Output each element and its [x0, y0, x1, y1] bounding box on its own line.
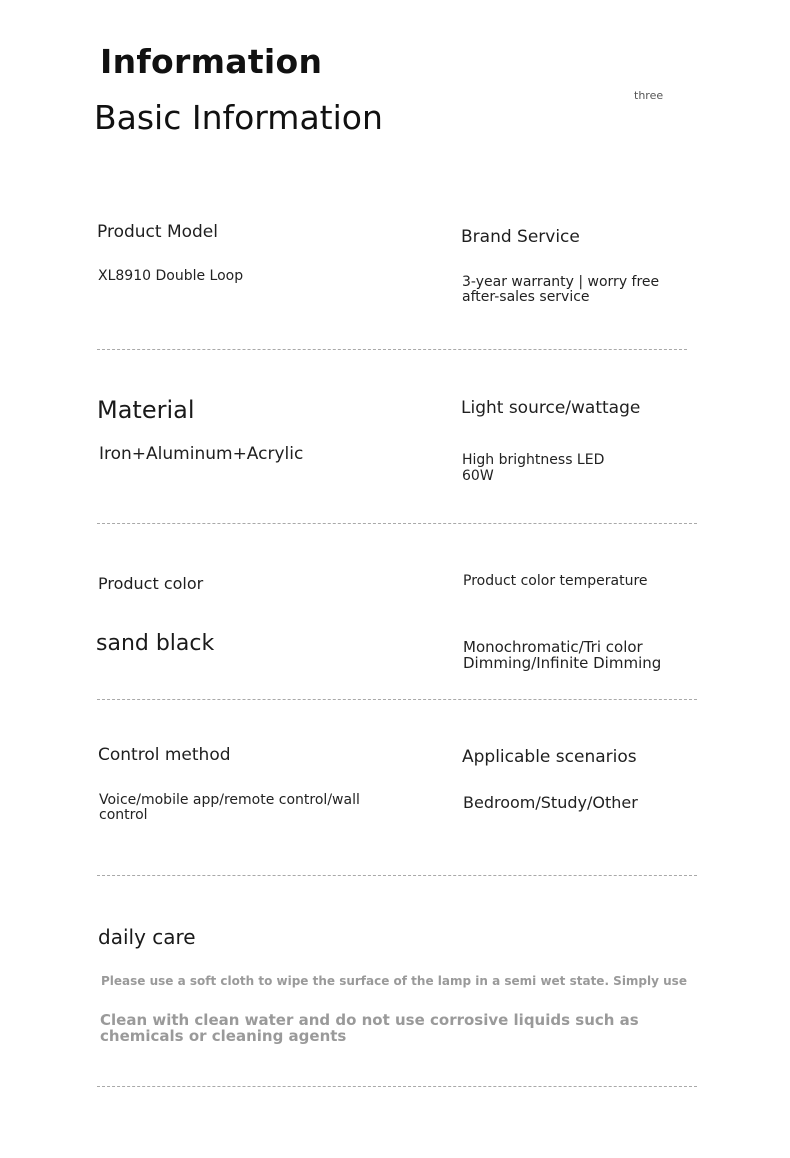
applicable-scenarios-label: Applicable scenarios — [462, 747, 637, 767]
product-color-label: Product color — [98, 574, 204, 593]
color-temperature-label: Product color temperature — [463, 573, 648, 589]
material-value: Iron+Aluminum+Acrylic — [99, 444, 304, 464]
control-method-value-line-2: control — [99, 807, 148, 823]
section-title: Basic Information — [94, 98, 383, 137]
product-model-label: Product Model — [97, 222, 218, 242]
divider — [97, 875, 697, 876]
brand-service-label: Brand Service — [461, 227, 580, 247]
divider — [97, 699, 697, 700]
corner-note: three — [634, 89, 664, 102]
light-source-label: Light source/wattage — [461, 398, 641, 418]
brand-service-value-line-2: after-sales service — [462, 289, 590, 305]
color-temperature-value-line-2: Dimming/Infinite Dimming — [463, 654, 662, 672]
product-model-value: XL8910 Double Loop — [98, 268, 244, 284]
daily-care-text-2-line-2: chemicals or cleaning agents — [100, 1027, 347, 1045]
divider — [97, 1086, 697, 1087]
page-title: Information — [100, 42, 323, 81]
product-color-value: sand black — [96, 631, 215, 656]
control-method-value-line-1: Voice/mobile app/remote control/wall — [99, 792, 360, 808]
brand-service-value-line-1: 3-year warranty | worry free — [462, 274, 660, 290]
light-source-value-line-1: High brightness LED — [462, 452, 605, 468]
applicable-scenarios-value: Bedroom/Study/Other — [463, 793, 638, 812]
light-source-value-line-2: 60W — [462, 468, 494, 484]
control-method-label: Control method — [98, 745, 231, 765]
color-temperature-value-line-1: Monochromatic/Tri color — [463, 638, 643, 656]
daily-care-label: daily care — [98, 925, 196, 949]
divider — [97, 349, 687, 350]
divider — [97, 523, 697, 524]
daily-care-text-1: Please use a soft cloth to wipe the surface of the lamp in a semi wet state. Simply use — [101, 974, 687, 988]
material-label: Material — [97, 396, 195, 424]
daily-care-text-2-line-1: Clean with clean water and do not use corrosive liquids such as — [100, 1011, 639, 1029]
